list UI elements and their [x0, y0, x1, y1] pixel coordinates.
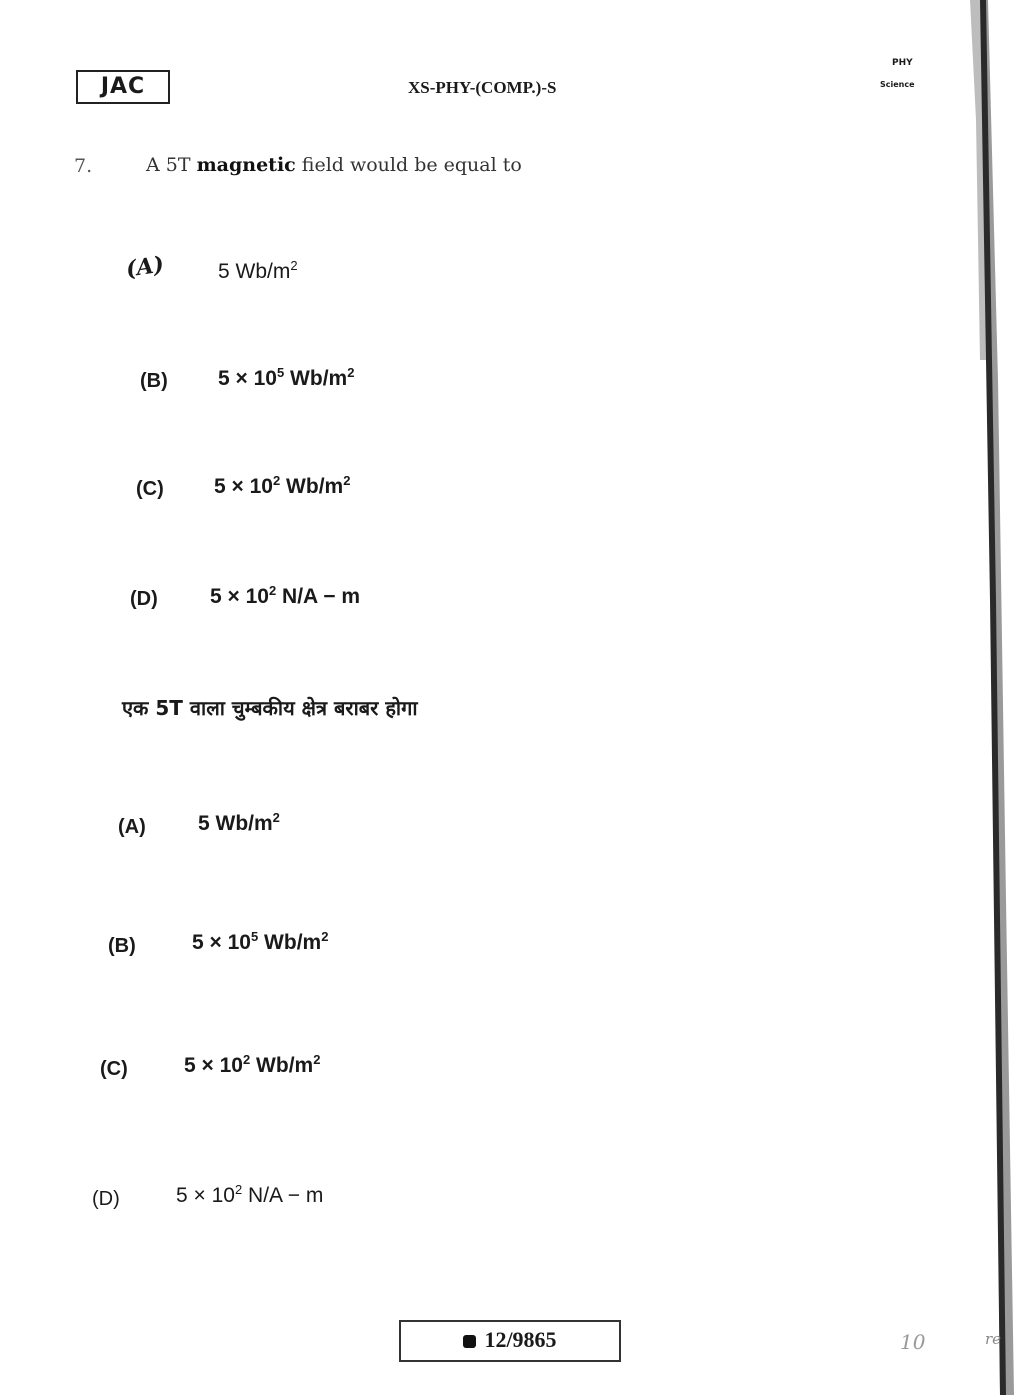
question-text-suffix: field would be equal to: [295, 154, 522, 176]
option-b-en-exp: 5: [276, 365, 285, 380]
option-b-en-base: 5 × 10: [218, 367, 277, 390]
option-c-en-unit-exp: 2: [343, 473, 351, 488]
paper-code: XS-PHY-(COMP.)-S: [408, 78, 557, 97]
scan-edge-shadow: [940, 0, 1031, 1395]
option-b-hi-exp: 5: [250, 929, 259, 944]
option-b-hi: [192, 929, 328, 955]
option-b-hi-unit: Wb/m: [258, 931, 322, 954]
option-b-en-unit: Wb/m: [284, 367, 348, 390]
option-d-en-base: 5 × 10: [210, 585, 269, 608]
option-b-hi-base: 5 × 10: [192, 931, 251, 954]
question-text-bold: magnetic: [196, 154, 296, 176]
option-c-en-base: 5 × 10: [214, 475, 273, 498]
option-d-en-exp: 2: [268, 583, 277, 598]
option-d-en-unit: N/A − m: [276, 585, 361, 608]
option-d-hi-exp: 2: [234, 1182, 243, 1197]
option-a-en: [218, 258, 298, 284]
bullet-icon: [463, 1335, 476, 1348]
option-a-hi-base: 5 Wb/m: [198, 812, 273, 835]
option-b-en: [218, 365, 354, 391]
question-number: 7.: [74, 155, 93, 177]
option-d-en: [210, 583, 360, 609]
option-c-en-exp: 2: [272, 473, 281, 488]
option-label-d-en: (D): [130, 588, 158, 610]
option-label-c-en: (C): [136, 478, 164, 500]
option-c-en-unit: Wb/m: [280, 475, 344, 498]
option-label-b-en: (B): [140, 370, 168, 392]
option-d-hi: [176, 1182, 323, 1208]
board-name: JAC: [100, 74, 146, 99]
option-d-hi-base: 5 × 10: [176, 1184, 235, 1207]
page-mark: 10: [900, 1330, 926, 1354]
option-label-a-en: (A): [124, 251, 166, 283]
option-c-hi-exp: 2: [242, 1052, 251, 1067]
question-text-hi: एक 5T वाला चुम्बकीय क्षेत्र बराबर होगा: [122, 696, 418, 720]
option-label-b-hi: (B): [108, 935, 136, 957]
option-c-hi-unit-exp: 2: [313, 1052, 321, 1067]
corner-label-1: PHY: [892, 58, 913, 68]
answer-tick-mark: [124, 251, 165, 282]
option-a-en-base: 5 Wb/m: [218, 260, 291, 283]
option-label-d-hi: (D): [92, 1188, 120, 1210]
serial-number-box: [399, 1320, 621, 1362]
question-text-en: [146, 154, 522, 176]
option-c-hi-base: 5 × 10: [184, 1054, 243, 1077]
page-mark-2: re: [985, 1330, 1002, 1348]
option-a-en-unit-exp: 2: [290, 258, 298, 273]
option-label-c-hi: (C): [100, 1058, 128, 1080]
option-label-a-hi: (A): [118, 816, 146, 838]
option-c-en: [214, 473, 350, 499]
option-b-hi-unit-exp: 2: [321, 929, 329, 944]
corner-label-2: Science: [880, 80, 915, 89]
option-d-hi-unit: N/A − m: [242, 1184, 324, 1207]
board-logo-box: [76, 70, 170, 104]
option-a-hi: [198, 810, 280, 836]
option-c-hi-unit: Wb/m: [250, 1054, 314, 1077]
option-c-hi: [184, 1052, 320, 1078]
option-a-hi-unit-exp: 2: [272, 810, 280, 825]
serial-number: 12/9865: [484, 1327, 557, 1352]
option-b-en-unit-exp: 2: [347, 365, 355, 380]
question-text-prefix: A 5T: [146, 154, 197, 176]
